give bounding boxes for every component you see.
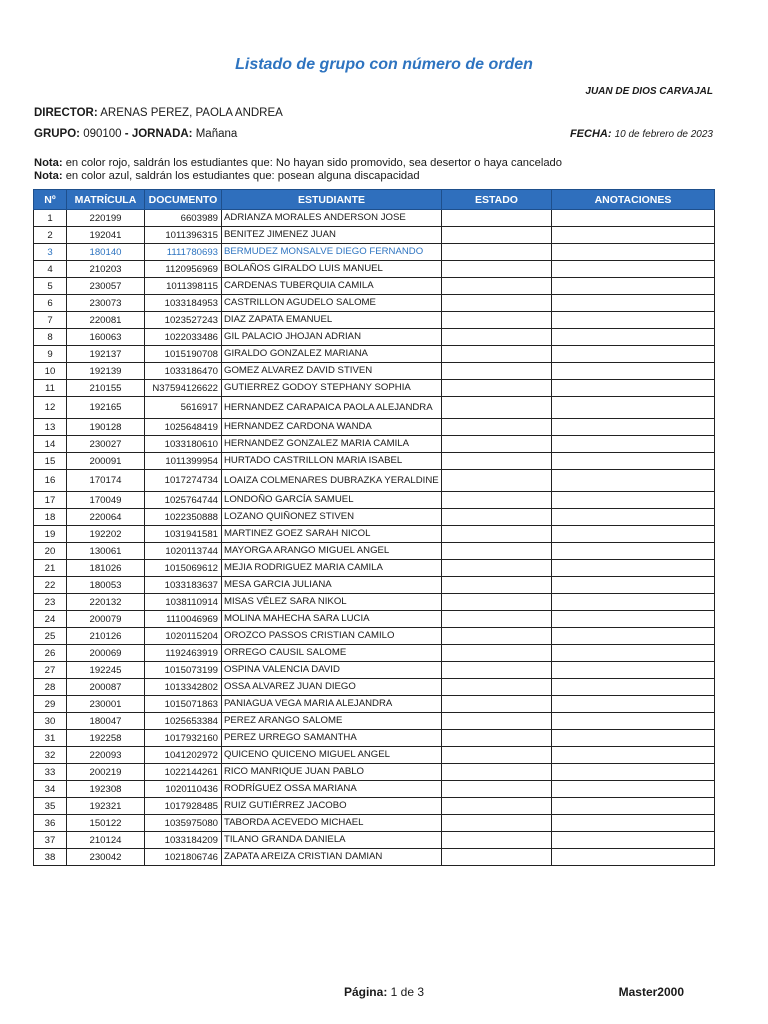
row-anotaciones (552, 781, 715, 798)
table-header-row (34, 190, 715, 210)
row-estudiante: HERNANDEZ CARAPAICA PAOLA ALEJANDRA (222, 397, 442, 419)
table-row (34, 470, 715, 492)
grupo-value: 090100 (83, 128, 122, 140)
row-estudiante: ZAPATA AREIZA CRISTIAN DAMIAN (222, 849, 442, 866)
row-estado (442, 543, 552, 560)
row-matricula: 192258 (67, 730, 145, 747)
row-number: 9 (34, 346, 67, 363)
row-estudiante: OSPINA VALENCIA DAVID (222, 662, 442, 679)
row-estado (442, 244, 552, 261)
row-matricula: 200087 (67, 679, 145, 696)
table-row (34, 227, 715, 244)
row-anotaciones (552, 261, 715, 278)
row-number: 1 (34, 210, 67, 227)
row-anotaciones (552, 730, 715, 747)
row-documento: 1022350888 (145, 509, 222, 526)
row-estado (442, 227, 552, 244)
row-estado (442, 560, 552, 577)
row-estado (442, 261, 552, 278)
row-matricula: 180140 (67, 244, 145, 261)
row-documento: 1025648419 (145, 419, 222, 436)
table-row (34, 560, 715, 577)
row-anotaciones (552, 244, 715, 261)
row-anotaciones (552, 210, 715, 227)
row-estudiante: BERMUDEZ MONSALVE DIEGO FERNANDO (222, 244, 442, 261)
row-number: 27 (34, 662, 67, 679)
row-matricula: 192245 (67, 662, 145, 679)
note-label: Nota: (34, 157, 63, 169)
row-number: 16 (34, 470, 67, 492)
row-number: 6 (34, 295, 67, 312)
table-row (34, 798, 715, 815)
row-number: 38 (34, 849, 67, 866)
row-estado (442, 679, 552, 696)
row-documento: 1015071863 (145, 696, 222, 713)
director-line (34, 107, 283, 119)
row-estudiante: DIAZ ZAPATA EMANUEL (222, 312, 442, 329)
table-row (34, 577, 715, 594)
col-header-documento: DOCUMENTO (145, 190, 222, 210)
row-anotaciones (552, 764, 715, 781)
row-number: 21 (34, 560, 67, 577)
row-documento: 1041202972 (145, 747, 222, 764)
table-row (34, 645, 715, 662)
row-matricula: 220132 (67, 594, 145, 611)
row-estado (442, 645, 552, 662)
row-estudiante: HERNANDEZ GONZALEZ MARIA CAMILA (222, 436, 442, 453)
row-anotaciones (552, 713, 715, 730)
row-matricula: 220093 (67, 747, 145, 764)
row-matricula: 230042 (67, 849, 145, 866)
grupo-label: GRUPO: (34, 128, 80, 140)
row-documento: 1033184209 (145, 832, 222, 849)
table-row (34, 781, 715, 798)
row-documento: 1111780693 (145, 244, 222, 261)
row-number: 12 (34, 397, 67, 419)
row-estado (442, 798, 552, 815)
table-row (34, 278, 715, 295)
row-number: 32 (34, 747, 67, 764)
row-estudiante: PANIAGUA VEGA MARIA ALEJANDRA (222, 696, 442, 713)
row-anotaciones (552, 696, 715, 713)
row-documento: N37594126622 (145, 380, 222, 397)
table-row (34, 363, 715, 380)
row-estado (442, 832, 552, 849)
row-documento: 1023527243 (145, 312, 222, 329)
row-estudiante: CARDENAS TUBERQUIA CAMILA (222, 278, 442, 295)
row-documento: 1011399954 (145, 453, 222, 470)
row-number: 37 (34, 832, 67, 849)
row-anotaciones (552, 312, 715, 329)
row-estado (442, 278, 552, 295)
row-estado (442, 363, 552, 380)
row-estudiante: RUIZ GUTIÉRREZ JACOBO (222, 798, 442, 815)
row-matricula: 150122 (67, 815, 145, 832)
row-matricula: 170174 (67, 470, 145, 492)
row-documento: 1035975080 (145, 815, 222, 832)
row-number: 10 (34, 363, 67, 380)
row-number: 33 (34, 764, 67, 781)
table-row (34, 713, 715, 730)
row-anotaciones (552, 526, 715, 543)
row-estado (442, 611, 552, 628)
page-title: Listado de grupo con número de orden (235, 56, 533, 73)
table-row (34, 696, 715, 713)
row-documento: 1011396315 (145, 227, 222, 244)
note-blue (34, 170, 420, 182)
jornada-value: Mañana (195, 128, 238, 140)
row-estudiante: MOLINA MAHECHA SARA LUCIA (222, 611, 442, 628)
row-estado (442, 747, 552, 764)
table-row (34, 397, 715, 419)
row-estado (442, 436, 552, 453)
col-header-number: Nº (34, 190, 67, 210)
row-estudiante: MARTINEZ GOEZ SARAH NICOL (222, 526, 442, 543)
row-number: 31 (34, 730, 67, 747)
row-anotaciones (552, 594, 715, 611)
row-estudiante: TILANO GRANDA DANIELA (222, 832, 442, 849)
row-estudiante: ORREGO CAUSIL SALOME (222, 645, 442, 662)
school-name: JUAN DE DIOS CARVAJAL (585, 86, 713, 97)
row-documento: 1025653384 (145, 713, 222, 730)
table-row (34, 329, 715, 346)
row-number: 26 (34, 645, 67, 662)
grupo-separator: - (121, 128, 132, 140)
row-number: 8 (34, 329, 67, 346)
row-documento: 1120956969 (145, 261, 222, 278)
row-matricula: 230057 (67, 278, 145, 295)
row-matricula: 210124 (67, 832, 145, 849)
table-row (34, 611, 715, 628)
row-number: 19 (34, 526, 67, 543)
col-header-matricula: MATRÍCULA (67, 190, 145, 210)
row-estudiante: BENITEZ JIMENEZ JUAN (222, 227, 442, 244)
row-documento: 5616917 (145, 397, 222, 419)
row-anotaciones (552, 798, 715, 815)
table-row (34, 679, 715, 696)
table-row (34, 453, 715, 470)
row-anotaciones (552, 849, 715, 866)
row-anotaciones (552, 346, 715, 363)
row-estado (442, 210, 552, 227)
row-number: 18 (34, 509, 67, 526)
row-matricula: 192308 (67, 781, 145, 798)
row-estado (442, 713, 552, 730)
row-matricula: 192041 (67, 227, 145, 244)
table-row (34, 492, 715, 509)
row-matricula: 230073 (67, 295, 145, 312)
col-header-anotaciones: ANOTACIONES (552, 190, 715, 210)
row-documento: 1022144261 (145, 764, 222, 781)
col-header-estudiante: ESTUDIANTE (222, 190, 442, 210)
table-row (34, 594, 715, 611)
row-estado (442, 492, 552, 509)
row-matricula: 192139 (67, 363, 145, 380)
table-row (34, 526, 715, 543)
row-estado (442, 696, 552, 713)
table-row (34, 312, 715, 329)
row-documento: 1011398115 (145, 278, 222, 295)
row-matricula: 192321 (67, 798, 145, 815)
row-anotaciones (552, 577, 715, 594)
row-anotaciones (552, 363, 715, 380)
col-header-estado: ESTADO (442, 190, 552, 210)
row-anotaciones (552, 628, 715, 645)
row-anotaciones (552, 295, 715, 312)
row-estudiante: MESA GARCIA JULIANA (222, 577, 442, 594)
row-estudiante: MEJIA RODRIGUEZ MARIA CAMILA (222, 560, 442, 577)
table-row (34, 628, 715, 645)
row-documento: 1017928485 (145, 798, 222, 815)
row-number: 2 (34, 227, 67, 244)
row-documento: 1022033486 (145, 329, 222, 346)
row-anotaciones (552, 679, 715, 696)
row-documento: 1015190708 (145, 346, 222, 363)
row-estudiante: BOLAÑOS GIRALDO LUIS MANUEL (222, 261, 442, 278)
row-estado (442, 295, 552, 312)
table-row (34, 436, 715, 453)
row-documento: 1021806746 (145, 849, 222, 866)
row-number: 29 (34, 696, 67, 713)
table-row (34, 295, 715, 312)
row-anotaciones (552, 815, 715, 832)
row-matricula: 220199 (67, 210, 145, 227)
row-matricula: 210203 (67, 261, 145, 278)
row-estado (442, 329, 552, 346)
row-documento: 1033180610 (145, 436, 222, 453)
table-row (34, 543, 715, 560)
row-estudiante: PEREZ URREGO SAMANTHA (222, 730, 442, 747)
row-documento: 1025764744 (145, 492, 222, 509)
row-matricula: 190128 (67, 419, 145, 436)
note-red (34, 157, 562, 169)
row-anotaciones (552, 509, 715, 526)
row-documento: 1033183637 (145, 577, 222, 594)
row-estado (442, 397, 552, 419)
page-label: Página: (343, 985, 388, 999)
table-row (34, 419, 715, 436)
row-matricula: 130061 (67, 543, 145, 560)
row-estado (442, 380, 552, 397)
row-matricula: 180047 (67, 713, 145, 730)
row-estado (442, 419, 552, 436)
row-estudiante: GIRALDO GONZALEZ MARIANA (222, 346, 442, 363)
row-documento: 1020113744 (145, 543, 222, 560)
row-number: 5 (34, 278, 67, 295)
table-row (34, 261, 715, 278)
fecha-line (570, 128, 713, 140)
row-estudiante: LONDOÑO GARCÍA SAMUEL (222, 492, 442, 509)
row-documento: 1033186470 (145, 363, 222, 380)
row-number: 17 (34, 492, 67, 509)
row-anotaciones (552, 543, 715, 560)
jornada-label: JORNADA: (131, 128, 193, 140)
table-row (34, 849, 715, 866)
row-anotaciones (552, 329, 715, 346)
note-text: en color rojo, saldrán los estudiantes que: No hayan sido promovido, sea desertor o haya cancelado (65, 157, 562, 169)
page-value: 1 de 3 (390, 985, 425, 999)
row-estudiante: GOMEZ ALVAREZ DAVID STIVEN (222, 363, 442, 380)
row-anotaciones (552, 832, 715, 849)
row-anotaciones (552, 453, 715, 470)
row-estudiante: ADRIANZA MORALES ANDERSON JOSE (222, 210, 442, 227)
row-estado (442, 577, 552, 594)
row-estado (442, 662, 552, 679)
row-documento: 1015073199 (145, 662, 222, 679)
row-matricula: 200091 (67, 453, 145, 470)
row-documento: 1013342802 (145, 679, 222, 696)
row-matricula: 160063 (67, 329, 145, 346)
row-number: 4 (34, 261, 67, 278)
row-number: 7 (34, 312, 67, 329)
row-estado (442, 594, 552, 611)
row-documento: 6603989 (145, 210, 222, 227)
row-documento: 1020115204 (145, 628, 222, 645)
row-estudiante: PEREZ ARANGO SALOME (222, 713, 442, 730)
row-number: 25 (34, 628, 67, 645)
table-row (34, 815, 715, 832)
row-number: 34 (34, 781, 67, 798)
fecha-value: 10 de febrero de 2023 (614, 129, 713, 140)
table-row (34, 730, 715, 747)
director-value: ARENAS PEREZ, PAOLA ANDREA (100, 107, 283, 119)
row-matricula: 180053 (67, 577, 145, 594)
row-estudiante: HURTADO CASTRILLON MARIA ISABEL (222, 453, 442, 470)
row-matricula: 230001 (67, 696, 145, 713)
row-estudiante: CASTRILLON AGUDELO SALOME (222, 295, 442, 312)
row-anotaciones (552, 436, 715, 453)
table-row (34, 509, 715, 526)
row-estudiante: OSSA ALVAREZ JUAN DIEGO (222, 679, 442, 696)
row-number: 36 (34, 815, 67, 832)
row-matricula: 170049 (67, 492, 145, 509)
row-number: 23 (34, 594, 67, 611)
row-matricula: 210126 (67, 628, 145, 645)
row-documento: 1015069612 (145, 560, 222, 577)
row-estudiante: RODRÍGUEZ OSSA MARIANA (222, 781, 442, 798)
note-label: Nota: (34, 170, 63, 182)
row-estudiante: MISAS VÉLEZ SARA NIKOL (222, 594, 442, 611)
row-estudiante: HERNANDEZ CARDONA WANDA (222, 419, 442, 436)
row-estado (442, 509, 552, 526)
row-estudiante: QUICENO QUICENO MIGUEL ANGEL (222, 747, 442, 764)
note-text: en color azul, saldrán los estudiantes que: posean alguna discapacidad (65, 170, 420, 182)
table-row (34, 244, 715, 261)
row-number: 3 (34, 244, 67, 261)
row-number: 20 (34, 543, 67, 560)
row-number: 30 (34, 713, 67, 730)
row-estado (442, 470, 552, 492)
fecha-label: FECHA: (569, 128, 612, 140)
row-matricula: 192165 (67, 397, 145, 419)
row-estado (442, 526, 552, 543)
row-anotaciones (552, 227, 715, 244)
student-table (33, 189, 715, 866)
row-estudiante: OROZCO PASSOS CRISTIAN CAMILO (222, 628, 442, 645)
row-documento: 1038110914 (145, 594, 222, 611)
row-matricula: 192202 (67, 526, 145, 543)
table-row (34, 346, 715, 363)
row-number: 13 (34, 419, 67, 436)
row-matricula: 192137 (67, 346, 145, 363)
row-anotaciones (552, 470, 715, 492)
row-number: 22 (34, 577, 67, 594)
row-estudiante: TABORDA ACEVEDO MICHAEL (222, 815, 442, 832)
row-matricula: 220081 (67, 312, 145, 329)
row-estado (442, 453, 552, 470)
row-anotaciones (552, 611, 715, 628)
row-number: 35 (34, 798, 67, 815)
row-matricula: 220064 (67, 509, 145, 526)
row-anotaciones (552, 278, 715, 295)
row-estado (442, 312, 552, 329)
table-row (34, 764, 715, 781)
row-estudiante: LOZANO QUIÑONEZ STIVEN (222, 509, 442, 526)
row-documento: 1017274734 (145, 470, 222, 492)
row-estudiante: GIL PALACIO JHOJAN ADRIAN (222, 329, 442, 346)
row-number: 15 (34, 453, 67, 470)
row-estado (442, 781, 552, 798)
row-anotaciones (552, 645, 715, 662)
row-documento: 1020110436 (145, 781, 222, 798)
row-estudiante: GUTIERREZ GODOY STEPHANY SOPHIA (222, 380, 442, 397)
row-matricula: 200079 (67, 611, 145, 628)
row-matricula: 200219 (67, 764, 145, 781)
row-number: 11 (34, 380, 67, 397)
row-estado (442, 346, 552, 363)
row-estado (442, 849, 552, 866)
row-anotaciones (552, 419, 715, 436)
director-label: DIRECTOR: (34, 107, 98, 119)
row-anotaciones (552, 492, 715, 509)
row-estado (442, 815, 552, 832)
footer-brand: Master2000 (618, 985, 684, 999)
row-documento: 1033184953 (145, 295, 222, 312)
row-estado (442, 730, 552, 747)
row-anotaciones (552, 662, 715, 679)
row-anotaciones (552, 380, 715, 397)
row-anotaciones (552, 747, 715, 764)
row-estado (442, 764, 552, 781)
table-row (34, 380, 715, 397)
row-documento: 1110046969 (145, 611, 222, 628)
row-estado (442, 628, 552, 645)
table-row (34, 210, 715, 227)
row-number: 28 (34, 679, 67, 696)
row-documento: 1017932160 (145, 730, 222, 747)
table-row (34, 662, 715, 679)
row-estudiante: RICO MANRIQUE JUAN PABLO (222, 764, 442, 781)
row-anotaciones (552, 560, 715, 577)
row-matricula: 181026 (67, 560, 145, 577)
row-matricula: 230027 (67, 436, 145, 453)
grupo-line (34, 128, 237, 140)
row-documento: 1031941581 (145, 526, 222, 543)
row-matricula: 200069 (67, 645, 145, 662)
table-row (34, 832, 715, 849)
table-row (34, 747, 715, 764)
row-estudiante: LOAIZA COLMENARES DUBRAZKA YERALDINE (222, 470, 442, 492)
row-anotaciones (552, 397, 715, 419)
row-estudiante: MAYORGA ARANGO MIGUEL ANGEL (222, 543, 442, 560)
row-number: 14 (34, 436, 67, 453)
row-matricula: 210155 (67, 380, 145, 397)
row-number: 24 (34, 611, 67, 628)
row-documento: 1192463919 (145, 645, 222, 662)
